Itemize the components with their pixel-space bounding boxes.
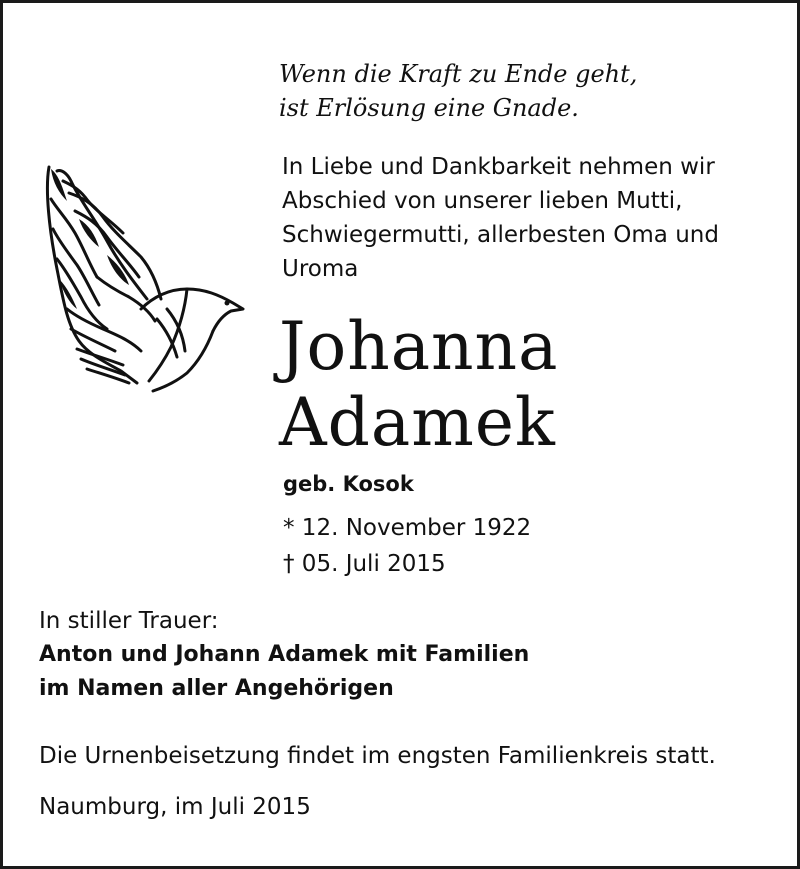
intro-line: In Liebe und Dankbarkeit nehmen wir xyxy=(282,154,715,180)
praying-hands-with-dove-icon xyxy=(37,159,247,399)
intro-line: Uroma xyxy=(282,256,359,282)
deceased-last-name: Adamek xyxy=(279,384,556,461)
deceased-name xyxy=(279,309,558,461)
motto-line-2: ist Erlösung eine Gnade. xyxy=(279,94,579,122)
deceased-first-name: Johanna xyxy=(279,308,559,385)
intro-line: Abschied von unserer lieben Mutti, xyxy=(282,188,683,214)
birth-date: * 12. November 1922 xyxy=(283,515,532,541)
burial-notice: Die Urnenbeisetzung findet im engsten Familienkreis statt. xyxy=(39,743,716,769)
motto-line-1: Wenn die Kraft zu Ende geht, xyxy=(279,60,638,88)
intro-text xyxy=(282,150,782,286)
mourners-relatives: im Namen aller Angehörigen xyxy=(39,676,394,701)
motto-verse xyxy=(279,57,637,125)
maiden-name: geb. Kosok xyxy=(283,472,414,496)
intro-line: Schwiegermutti, allerbesten Oma und xyxy=(282,222,719,248)
death-date: † 05. Juli 2015 xyxy=(283,551,446,577)
place-and-date: Naumburg, im Juli 2015 xyxy=(39,794,311,820)
mourners-names: Anton und Johann Adamek mit Familien xyxy=(39,642,530,667)
mourning-heading: In stiller Trauer: xyxy=(39,608,219,634)
life-dates xyxy=(283,510,531,582)
mourners-block xyxy=(39,604,529,706)
